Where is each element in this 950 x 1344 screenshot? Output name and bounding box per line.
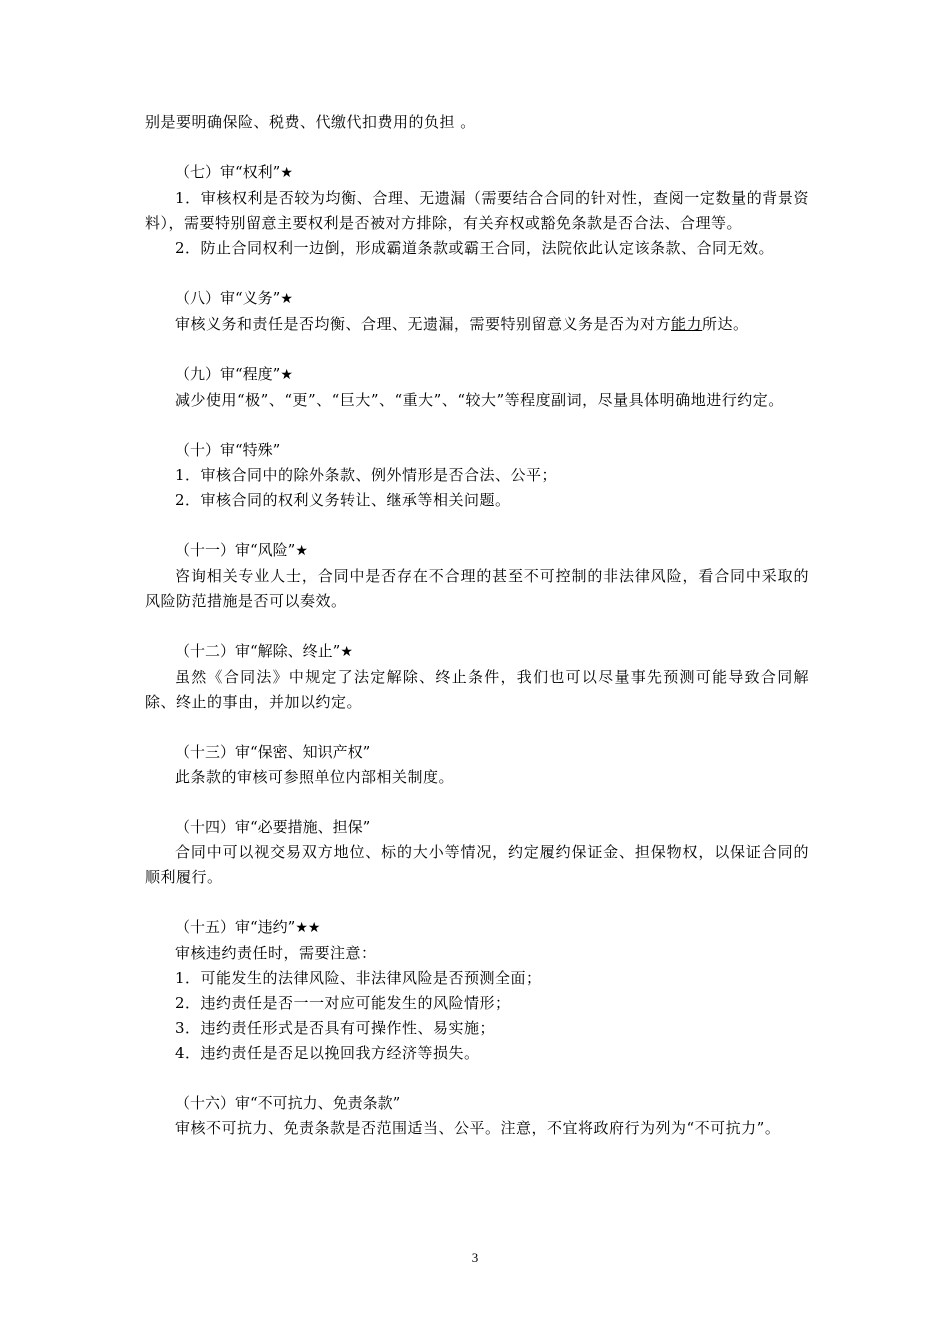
heading-text: （十五）审“违约”: [175, 918, 296, 936]
heading-text: （九）审“程度”: [175, 365, 281, 383]
section-heading: [145, 362, 809, 388]
heading-text: （十一）审“风险”: [175, 541, 296, 559]
star-icon: ★: [280, 291, 293, 307]
star-icon: ★: [340, 644, 353, 660]
paragraph: 虽然《合同法》中规定了法定解除、终止条件，我们也可以尽量事先预测可能导致合同解除、终止的事由，并加以约定。: [145, 668, 809, 711]
paragraph: 合同中可以视交易双方地位、标的大小等情况，约定履约保证金、担保物权，以保证合同的顺利履行。: [145, 843, 809, 886]
paragraph: 咨询相关专业人士，合同中是否存在不合理的甚至不可控制的非法律风险，看合同中采取的风险防范措施是否可以奏效。: [145, 567, 809, 610]
heading-text: （八）审“义务”: [175, 289, 281, 307]
paragraph: 此条款的审核可参照单位内部相关制度。: [175, 768, 455, 786]
page-number: 3: [471, 1250, 479, 1265]
section-9: [145, 362, 809, 413]
list-item: 2．违约责任是否一一对应可能发生的风险情形；: [175, 994, 511, 1012]
heading-text: （十二）审“解除、终止”: [175, 642, 341, 660]
section-13: [145, 740, 809, 790]
section-7: [145, 160, 809, 261]
heading-text: （七）审“权利”: [175, 163, 281, 181]
list-item: 1．审核权利是否较为均衡、合理、无遗漏（需要结合合同的针对性，查阅一定数量的背景资料），需要特别留意主要权利是否被对方排除，有关弃权或豁免条款是否合法、合理等。: [145, 189, 809, 232]
list-item: 3．违约责任形式是否具有可操作性、易实施；: [175, 1019, 496, 1037]
list-item: 1．可能发生的法律风险、非法律风险是否预测全面；: [175, 969, 542, 987]
section-heading: [145, 915, 809, 941]
text-part: 所达。: [702, 315, 749, 333]
paragraph: 审核违约责任时，需要注意：: [175, 944, 377, 962]
list-item: 1．审核合同中的除外条款、例外情形是否合法、公平；: [175, 466, 558, 484]
section-heading: [145, 1091, 809, 1116]
section-10: [145, 438, 809, 513]
star-icon: ★: [280, 165, 293, 181]
section-heading: [145, 286, 809, 312]
section-heading: [145, 160, 809, 186]
section-8: [145, 286, 809, 337]
paragraph: 减少使用“极”、“更”、“巨大”、“重大”、“较大”等程度副词，尽量具体明确地进行约定。: [175, 391, 784, 409]
intro-text: 别是要明确保险、税费、代缴代扣费用的负担 。: [145, 113, 476, 131]
section-heading: [145, 740, 809, 765]
list-item: 2．审核合同的权利义务转让、继承等相关问题。: [175, 491, 511, 509]
heading-text: （十）审“特殊”: [175, 441, 281, 459]
list-item: 4．违约责任是否足以挽回我方经济等损失。: [175, 1044, 480, 1062]
star-icon: ★★: [295, 920, 321, 936]
section-16: [145, 1091, 809, 1141]
heading-text: （十四）审“必要措施、担保”: [175, 818, 371, 836]
text-part: 审核义务和责任是否均衡、合理、无遗漏，需要特别留意义务是否为对方: [175, 315, 672, 333]
list-item: 2．防止合同权利一边倒，形成霸道条款或霸王合同，法院依此认定该条款、合同无效。: [175, 239, 775, 257]
section-heading: [145, 815, 809, 840]
document-body: [145, 110, 809, 1141]
heading-text: （十三）审“保密、知识产权”: [175, 743, 371, 761]
star-icon: ★: [295, 543, 308, 559]
section-heading: [145, 438, 809, 463]
section-heading: [145, 639, 809, 665]
heading-text: （十六）审“不可抗力、免责条款”: [175, 1094, 401, 1112]
paragraph: 审核不可抗力、免责条款是否范围适当、公平。注意，不宜将政府行为列为“不可抗力”。: [175, 1119, 781, 1137]
underlined-text: 能力: [671, 315, 703, 333]
section-15: [145, 915, 809, 1066]
section-12: [145, 639, 809, 715]
paragraph: [145, 312, 809, 337]
section-heading: [145, 538, 809, 564]
star-icon: ★: [280, 367, 293, 383]
section-14: [145, 815, 809, 890]
section-11: [145, 538, 809, 614]
